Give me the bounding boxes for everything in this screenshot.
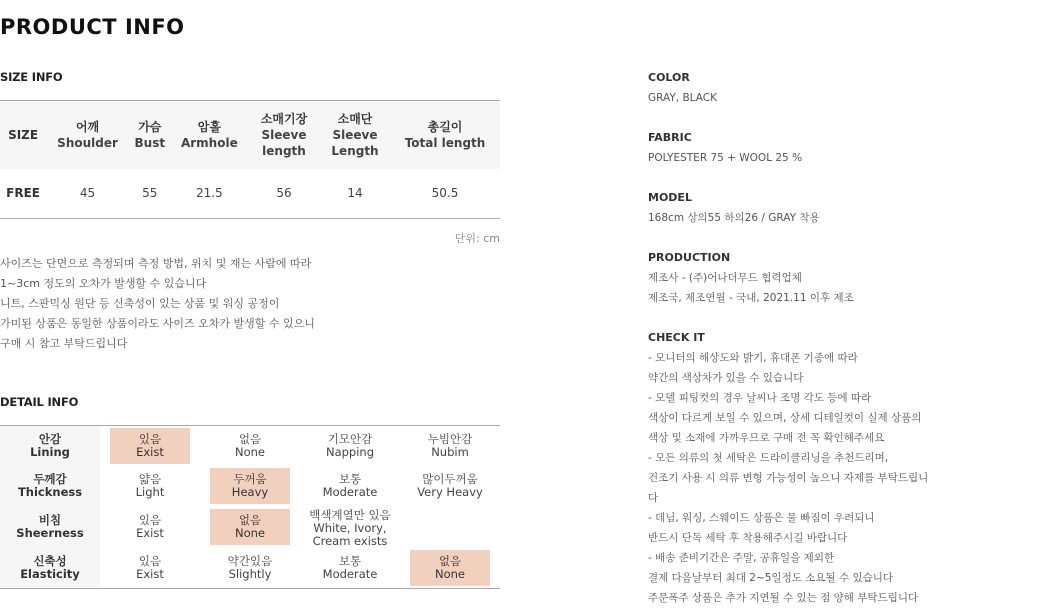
- detail-row-sheerness: [0, 507, 500, 549]
- spec-line: 건조기 사용 시 의류 변형 가능성이 높으니 자제를 부탁드립니: [648, 472, 929, 484]
- sleeve-cuff-header: 소매단 Sleeve Length: [320, 101, 390, 169]
- sleeve-cuff-cell: 14: [347, 186, 363, 201]
- spec-line: 제조사 - (주)어나더무드 협력업체: [648, 272, 802, 284]
- list-item: 가미된 상품은 동일한 상품이라도 사이즈 오차가 발생할 수 있으니: [0, 317, 315, 330]
- lining-option-nubim: 누빔안감 Nubim: [427, 432, 473, 459]
- total-length-header: 총길이 Total length: [390, 101, 500, 169]
- elasticity-option-exist: 있음 Exist: [136, 554, 164, 581]
- elasticity-option-moderate: 보통 Moderate: [322, 554, 378, 581]
- spec-line: 주문폭주 상품은 추가 지연될 수 있는 점 양해 부탁드립니다: [648, 592, 919, 604]
- size-header: SIZE: [0, 101, 46, 169]
- unit-note: 단위: cm: [454, 232, 500, 245]
- thickness-option-heavy: 두꺼움 Heavy: [200, 466, 300, 507]
- spec-production: [648, 248, 1048, 308]
- sleeve-length-header: 소매기장 Sleeve length: [248, 101, 320, 169]
- detail-row-thickness: [0, 466, 500, 507]
- spec-heading: CHECK IT: [648, 331, 705, 344]
- spec-line: 반드시 단독 세탁 후 착용해주시길 바랍니다: [648, 532, 848, 544]
- spec-line: - 모니터의 해상도와 밝기, 휴대폰 기종에 따라: [648, 352, 858, 364]
- spec-check-it: [648, 328, 1048, 608]
- spec-heading: FABRIC: [648, 131, 692, 144]
- spec-line: 색상 및 소재에 가까우므로 구매 전 꼭 확인해주세요: [648, 432, 885, 444]
- lining-header: 안감 Lining: [0, 426, 100, 467]
- spec-heading: MODEL: [648, 191, 692, 204]
- detail-row-elasticity: [0, 548, 500, 589]
- sheerness-option-white-only: 백색계열만 있음 White, Ivory, Cream exists: [309, 507, 391, 548]
- table-row: [0, 169, 500, 219]
- size-info-label: SIZE INFO: [0, 70, 63, 84]
- detail-info-label: DETAIL INFO: [0, 395, 79, 409]
- size-table-header-row: [0, 101, 500, 169]
- spec-line: POLYESTER 75 + WOOL 25 %: [648, 152, 803, 164]
- size-cell: FREE: [6, 186, 40, 201]
- armhole-header: 암홀 Armhole: [171, 101, 248, 169]
- spec-line: 168cm 상의55 하의26 / GRAY 착용: [648, 212, 820, 224]
- list-item: 구매 시 참고 부탁드립니다: [0, 337, 128, 350]
- spec-line: - 배송 준비기간은 주말, 공휴일을 제외한: [648, 552, 835, 564]
- list-item: 1~3cm 정도의 오차가 발생할 수 있습니다: [0, 277, 207, 290]
- bust-cell: 55: [142, 186, 158, 201]
- lining-option-exist: 있음 Exist: [100, 426, 200, 467]
- sheerness-option-none: 없음 None: [200, 507, 300, 549]
- armhole-cell: 21.5: [195, 186, 223, 201]
- lining-option-none: 없음 None: [234, 432, 265, 459]
- shoulder-cell: 45: [79, 186, 96, 201]
- spec-line: 다: [648, 492, 659, 504]
- spec-line: 결제 다음날부터 최대 2~5일정도 소요될 수 있습니다: [648, 572, 894, 584]
- elasticity-option-none: 없음 None: [400, 548, 500, 589]
- sheerness-header: 비침 Sheerness: [0, 507, 100, 549]
- spec-fabric: [648, 128, 1048, 168]
- thickness-option-moderate: 보통 Moderate: [322, 472, 378, 500]
- thickness-option-light: 얇음 Light: [135, 472, 165, 500]
- spec-line: GRAY, BLACK: [648, 92, 717, 104]
- spec-line: 약간의 색상차가 있을 수 있습니다: [648, 372, 804, 384]
- sheerness-option-exist: 있음 Exist: [136, 513, 164, 541]
- sleeve-length-cell: 56: [276, 186, 292, 201]
- detail-row-lining: [0, 426, 500, 467]
- spec-line: 제조국, 제조연월 - 국내, 2021.11 이후 제조: [648, 292, 854, 304]
- spec-list: [648, 68, 1048, 610]
- page-title: PRODUCT INFO: [0, 15, 185, 39]
- spec-model: [648, 188, 1048, 228]
- thickness-option-very-heavy: 많이두꺼움 Very Heavy: [417, 472, 483, 500]
- spec-heading: PRODUCTION: [648, 251, 731, 264]
- list-item: 니트, 스판믹싱 원단 등 신축성이 있는 상품 및 워싱 공정이: [0, 297, 280, 310]
- elasticity-option-slightly: 약간있음 Slightly: [227, 554, 273, 581]
- detail-table: [0, 425, 500, 589]
- spec-line: 색상이 다르게 보일 수 있으며, 상세 디테일컷이 실제 상품의: [648, 412, 922, 424]
- spec-heading: COLOR: [648, 71, 690, 84]
- total-length-cell: 50.5: [431, 186, 459, 201]
- elasticity-header: 신축성 Elasticity: [0, 548, 100, 589]
- size-table: [0, 100, 500, 219]
- spec-line: - 모델 피팅컷의 경우 날씨나 조명 각도 등에 따라: [648, 392, 872, 404]
- thickness-header: 두께감 Thickness: [0, 466, 100, 507]
- bust-header: 가슴 Bust: [129, 101, 171, 169]
- list-item: 사이즈는 단면으로 측정되며 측정 방법, 위치 및 재는 사람에 따라: [0, 257, 312, 270]
- spec-line: - 데님, 워싱, 스웨이드 상품은 물 빠짐이 우려되니: [648, 512, 875, 524]
- spec-color: [648, 68, 1048, 108]
- shoulder-header: 어깨 Shoulder: [46, 101, 129, 169]
- size-notes: [0, 254, 315, 354]
- sheerness-option-empty: [400, 507, 500, 549]
- lining-option-napping: 기모안감 Napping: [325, 432, 375, 459]
- spec-line: - 모든 의류의 첫 세탁은 드라이클리닝을 추천드리며,: [648, 452, 889, 464]
